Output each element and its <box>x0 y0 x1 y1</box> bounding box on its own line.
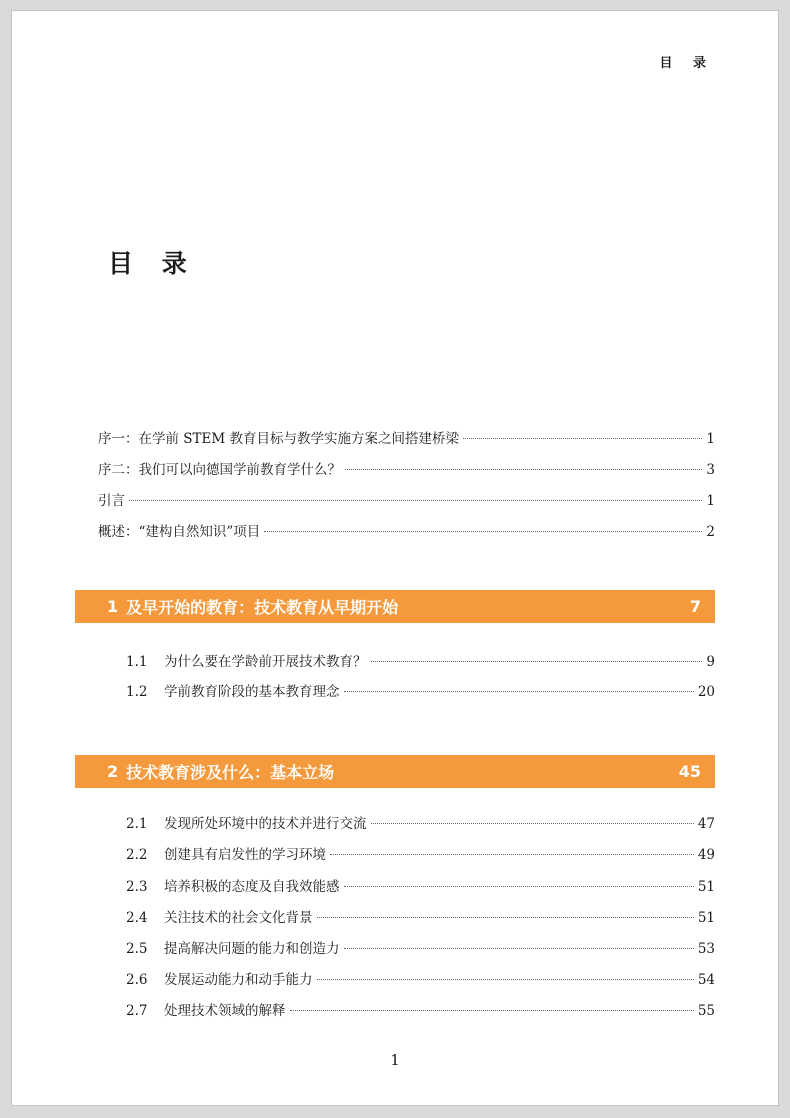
toc-section-2-5[interactable] <box>126 937 715 957</box>
leader-dots <box>345 469 702 470</box>
toc-entry-preface-2[interactable] <box>98 458 715 478</box>
section-page: 51 <box>697 879 715 895</box>
section-number: 2.5 <box>126 941 148 957</box>
chapter-number: 2 <box>107 762 119 781</box>
section-number: 1.1 <box>126 654 148 670</box>
section-title: 创建具有启发性的学习环境 <box>164 847 326 863</box>
chapter-heading-1[interactable] <box>75 590 715 623</box>
chapter-page: 45 <box>678 762 701 781</box>
leader-dots <box>344 886 694 887</box>
chapter-page: 7 <box>689 597 701 616</box>
toc-entry-page: 1 <box>706 493 715 509</box>
leader-dots <box>129 500 702 501</box>
section-page: 55 <box>697 1003 715 1019</box>
section-title: 发展运动能力和动手能力 <box>164 972 313 988</box>
leader-dots <box>371 661 703 662</box>
toc-section-2-6[interactable] <box>126 968 715 988</box>
section-page: 47 <box>697 816 715 832</box>
section-title: 提高解决问题的能力和创造力 <box>164 941 340 957</box>
chapter-title: 技术教育涉及什么：基本立场 <box>126 763 335 782</box>
section-page: 53 <box>697 941 715 957</box>
section-title: 培养积极的态度及自我效能感 <box>164 879 340 895</box>
toc-section-2-3[interactable] <box>126 875 715 895</box>
toc-entry-page: 3 <box>706 462 715 478</box>
section-title: 发现所处环境中的技术并进行交流 <box>164 816 367 832</box>
toc-entry-title: 引言 <box>98 493 125 509</box>
chapter-heading-2[interactable] <box>75 755 715 788</box>
section-page: 9 <box>706 654 715 670</box>
toc-section-2-4[interactable] <box>126 906 715 926</box>
chapter-number: 1 <box>107 597 119 616</box>
toc-section-2-1[interactable] <box>126 812 715 832</box>
leader-dots <box>371 823 694 824</box>
section-number: 2.7 <box>126 1003 148 1019</box>
toc-entry-introduction[interactable] <box>98 489 715 509</box>
toc-entry-title: 序一：在学前 STEM 教育目标与教学实施方案之间搭建桥梁 <box>98 431 460 447</box>
section-title: 为什么要在学龄前开展技术教育？ <box>164 654 367 670</box>
leader-dots <box>463 438 702 439</box>
page-title: 目 录 <box>108 249 197 278</box>
chapter-title: 及早开始的教育：技术教育从早期开始 <box>126 598 399 617</box>
section-number: 1.2 <box>126 684 148 700</box>
section-page: 20 <box>697 684 715 700</box>
section-title: 关注技术的社会文化背景 <box>164 910 313 926</box>
section-number: 2.1 <box>126 816 148 832</box>
toc-entry-title: 序二：我们可以向德国学前教育学什么？ <box>98 462 341 478</box>
toc-entry-page: 2 <box>706 524 715 540</box>
section-title: 处理技术领域的解释 <box>164 1003 286 1019</box>
toc-entry-title: 概述：“建构自然知识”项目 <box>98 524 261 540</box>
section-page: 51 <box>697 910 715 926</box>
leader-dots <box>317 917 694 918</box>
toc-section-1-1[interactable] <box>126 650 715 670</box>
leader-dots <box>344 691 694 692</box>
section-page: 49 <box>697 847 715 863</box>
section-number: 2.4 <box>126 910 148 926</box>
toc-entry-preface-1[interactable] <box>98 427 715 447</box>
running-header: 目 录 <box>659 56 714 71</box>
section-number: 2.6 <box>126 972 148 988</box>
leader-dots <box>330 854 694 855</box>
leader-dots <box>290 1010 694 1011</box>
toc-section-1-2[interactable] <box>126 680 715 700</box>
leader-dots <box>264 531 702 532</box>
document-page <box>12 11 778 1105</box>
toc-entry-overview[interactable] <box>98 520 715 540</box>
leader-dots <box>344 948 694 949</box>
section-number: 2.2 <box>126 847 148 863</box>
toc-section-2-7[interactable] <box>126 999 715 1019</box>
section-number: 2.3 <box>126 879 148 895</box>
section-page: 54 <box>697 972 715 988</box>
section-title: 学前教育阶段的基本教育理念 <box>164 684 340 700</box>
leader-dots <box>317 979 694 980</box>
toc-entry-page: 1 <box>706 431 715 447</box>
page-number: 1 <box>390 1051 400 1069</box>
toc-section-2-2[interactable] <box>126 843 715 863</box>
